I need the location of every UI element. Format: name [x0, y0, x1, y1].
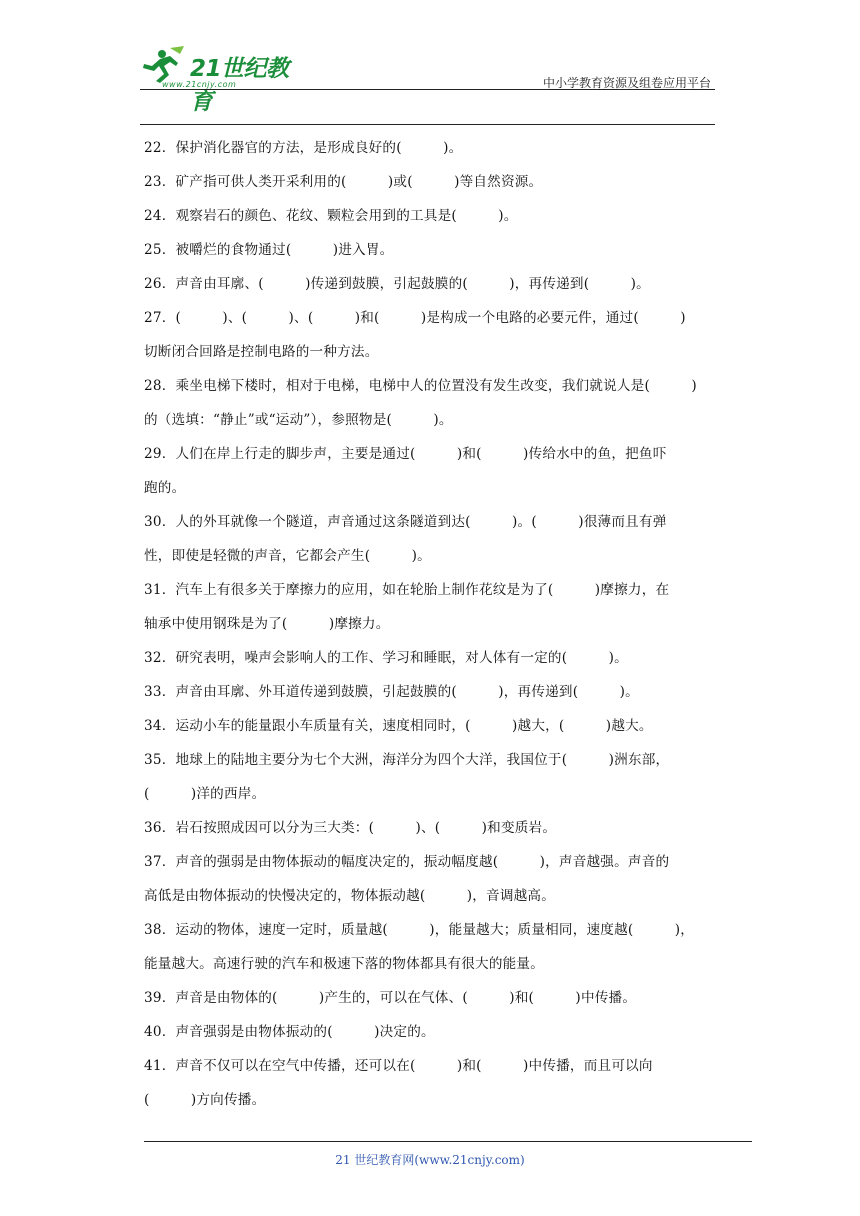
- question-line: 24．观察岩石的颜色、花纹、颗粒会用到的工具是( )。: [144, 208, 518, 224]
- question-line: 32．研究表明，噪声会影响人的工作、学习和睡眠，对人体有一定的( )。: [144, 650, 628, 666]
- question-line: 23．矿产指可供人类开采利用的( )或( )等自然资源。: [144, 174, 543, 190]
- question-line: ( )洋的西岸。: [144, 786, 266, 802]
- question-line: 40．声音强弱是由物体振动的( )决定的。: [144, 1024, 435, 1040]
- question-line: ( )方向传播。: [144, 1092, 266, 1108]
- question-line: 25．被嚼烂的食物通过( )进入胃。: [144, 242, 394, 258]
- question-line: 26．声音由耳廓、( )传递到鼓膜，引起鼓膜的( )，再传递到( )。: [144, 276, 650, 292]
- logo-url: www.21cnjy.com: [162, 80, 237, 89]
- footer-rule: [144, 1141, 752, 1142]
- question-line: 30．人的外耳就像一个隧道，声音通过这条隧道到达( )。( )很薄而且有弹: [144, 514, 667, 530]
- question-line: 高低是由物体振动的快慢决定的，物体振动越( )，音调越高。: [144, 888, 556, 904]
- question-line: 36．岩石按照成因可以分为三大类：( )、( )和变质岩。: [144, 820, 557, 836]
- question-line: 37．声音的强弱是由物体振动的幅度决定的，振动幅度越( )，声音越强。声音的: [144, 854, 670, 870]
- question-line: 跑的。: [144, 480, 186, 496]
- question-list: [144, 131, 716, 1117]
- runner-logo-icon: [140, 44, 190, 84]
- question-line: 31．汽车上有很多关于摩擦力的应用，如在轮胎上制作花纹是为了( )摩擦力，在: [144, 582, 670, 598]
- question-line: 41．声音不仅可以在空气中传播，还可以在( )和( )中传播，而且可以向: [144, 1058, 653, 1074]
- question-line: 27．( )、( )、( )和( )是构成一个电路的必要元件，通过( ): [144, 310, 686, 326]
- question-line: 33．声音由耳廓、外耳道传递到鼓膜，引起鼓膜的( )，再传递到( )。: [144, 684, 639, 700]
- question-line: 29．人们在岸上行走的脚步声，主要是通过( )和( )传给水中的鱼，把鱼吓: [144, 446, 667, 462]
- question-line: 能量越大。高速行驶的汽车和极速下落的物体都具有很大的能量。: [144, 956, 545, 972]
- question-line: 35．地球上的陆地主要分为七个大洲，海洋分为四个大洋，我国位于( )洲东部，: [144, 752, 670, 768]
- question-line: 34．运动小车的能量跟小车质量有关，速度相同时，( )越大，( )越大。: [144, 718, 653, 734]
- question-line: 38．运动的物体，速度一定时，质量越( )，能量越大；质量相同，速度越( )，: [144, 922, 695, 938]
- question-line: 轴承中使用钢珠是为了( )摩擦力。: [144, 616, 390, 632]
- logo-text: 21世纪教育: [190, 56, 289, 115]
- question-line: 28．乘坐电梯下楼时，相对于电梯，电梯中人的位置没有发生改变，我们就说人是( ): [144, 378, 697, 394]
- question-line: 的（选填：“静止”或“运动”），参照物是( )。: [144, 412, 453, 428]
- header-rule-lower: [140, 124, 715, 125]
- logo: [140, 44, 310, 115]
- question-line: 22．保护消化器官的方法，是形成良好的( )。: [144, 140, 463, 156]
- page-header: [140, 40, 715, 128]
- question-line: 切断闭合回路是控制电路的一种方法。: [144, 344, 379, 360]
- header-rule: [140, 89, 715, 90]
- question-line: 39．声音是由物体的( )产生的，可以在气体、( )和( )中传播。: [144, 990, 637, 1006]
- footer-text[interactable]: 21 世纪教育网(www.21cnjy.com): [335, 1153, 525, 1167]
- question-line: 性，即使是轻微的声音，它都会产生( )。: [144, 548, 431, 564]
- platform-title: 中小学教育资源及组卷应用平台: [542, 76, 711, 90]
